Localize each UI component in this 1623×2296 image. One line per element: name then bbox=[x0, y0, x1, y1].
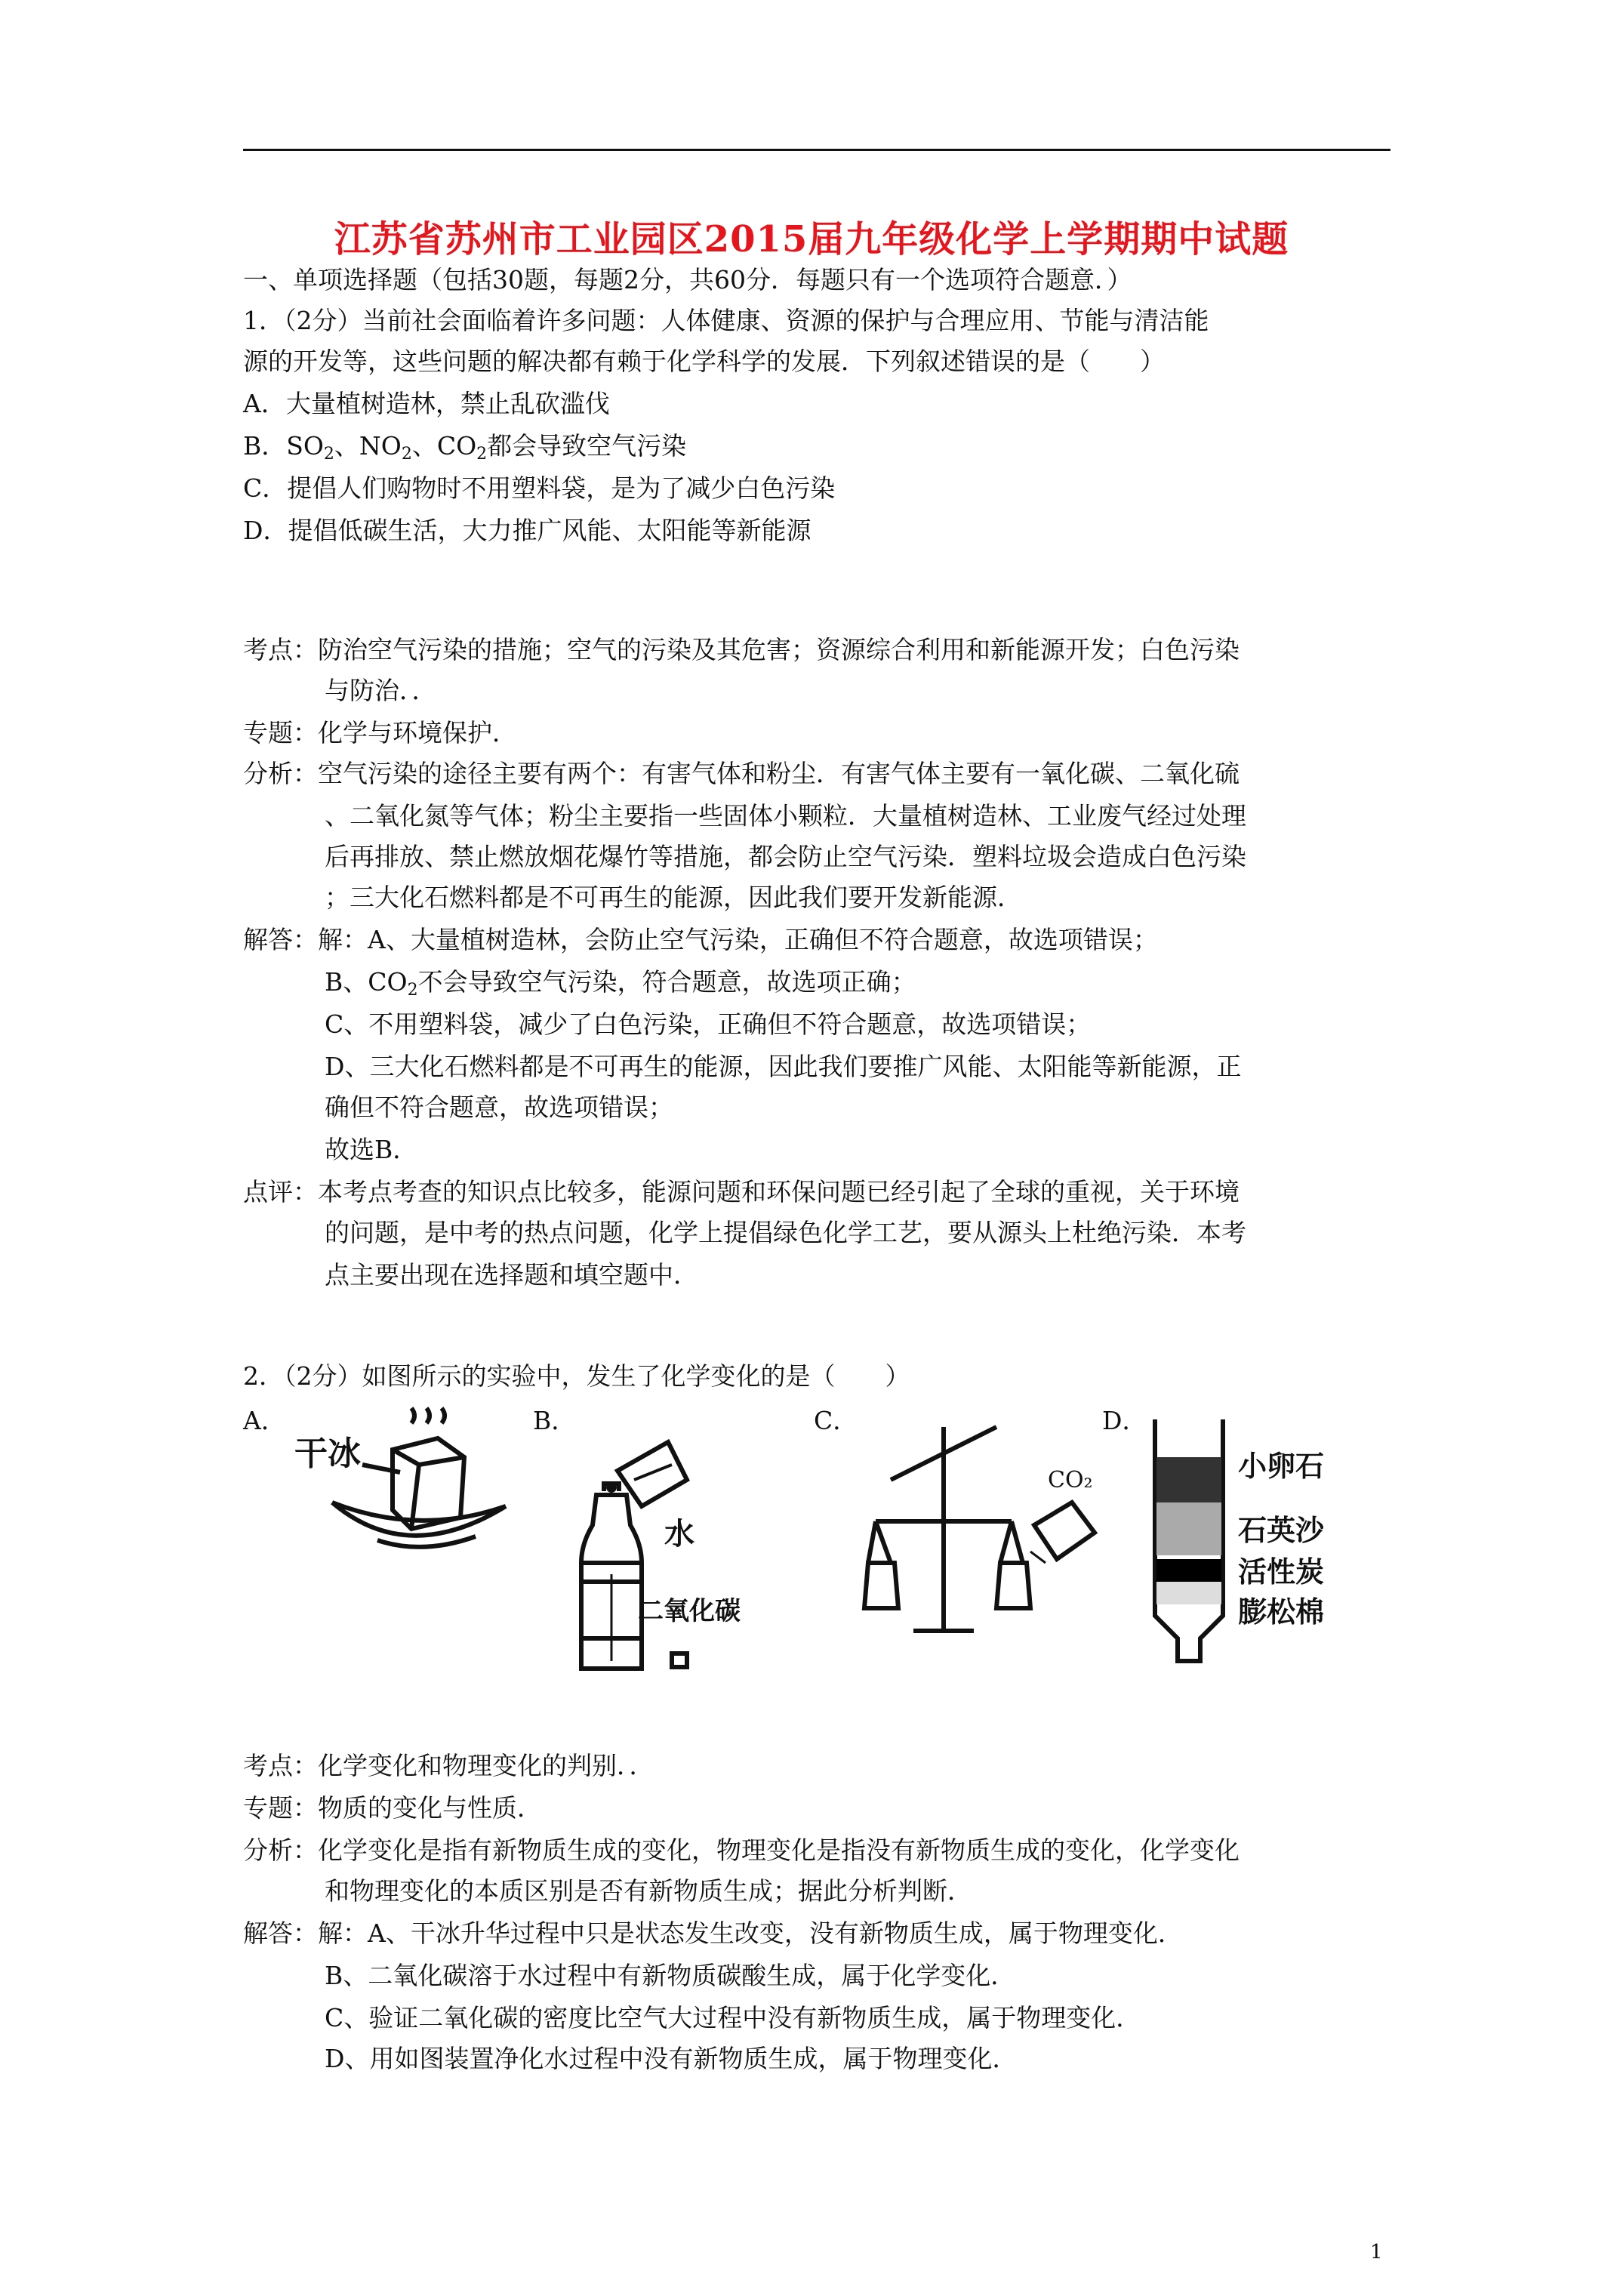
q2-zhuanti: 专题：物质的变化与性质． bbox=[243, 1793, 542, 1823]
q2-jieda-line4: D、用如图装置净化水过程中没有新物质生成，属于物理变化． bbox=[325, 2044, 1018, 2073]
q1-dianping-line3: 点主要出现在选择题和填空题中． bbox=[325, 1260, 698, 1290]
figure-d-cotton bbox=[1156, 1582, 1221, 1604]
q1-stem-line2: 源的开发等，这些问题的解决都有赖于化学科学的发展．下列叙述错误的是（ ） bbox=[243, 347, 1165, 376]
page-number: 1 bbox=[1370, 2241, 1383, 2264]
q2-jieda-line3: C、验证二氧化碳的密度比空气大过程中没有新物质生成，属于物理变化． bbox=[325, 2003, 1141, 2032]
figure-c-label: CO₂ bbox=[1048, 1467, 1093, 1493]
figure-d-label-2: 石英沙 bbox=[1238, 1514, 1325, 1547]
figure-d-label-3: 活性炭 bbox=[1238, 1555, 1325, 1589]
figure-d-pebbles bbox=[1156, 1457, 1221, 1502]
figure-b-co2-label: 二氧化碳 bbox=[638, 1596, 741, 1626]
q2-label-a: A． bbox=[243, 1406, 286, 1435]
header-rule bbox=[243, 149, 1390, 151]
q1-kaodian-line1: 考点：防治空气污染的措施；空气的污染及其危害；资源综合利用和新能源开发；白色污染 bbox=[243, 635, 1240, 664]
q1-option-a: A．大量植树造林，禁止乱砍滥伐 bbox=[243, 389, 610, 418]
q1-jieda-line2: B、$CO_2$不会导致空气污染，符合题意，故选项正确； bbox=[325, 967, 916, 1000]
q2-label-d: D． bbox=[1102, 1406, 1147, 1435]
q2-fenxi-line1: 分析：化学变化是指有新物质生成的变化，物理变化是指没有新物质生成的变化，化学变化 bbox=[243, 1835, 1240, 1865]
figure-a-dry-ice bbox=[287, 1404, 528, 1578]
figure-a-label: 干冰 bbox=[294, 1435, 361, 1473]
q1-fenxi-line4: ；三大化石燃料都是不可再生的能源，因此我们要开发新能源． bbox=[325, 883, 1022, 912]
figure-d-sand bbox=[1156, 1502, 1221, 1555]
q2-label-c: C． bbox=[814, 1406, 858, 1435]
figure-b-water-label: 水 bbox=[664, 1517, 694, 1552]
q1-kaodian-line2: 与防治．． bbox=[325, 676, 437, 705]
figure-d-purifier bbox=[1140, 1412, 1359, 1691]
q1-option-b: B．$SO_2$、$NO_2$、$CO_2$都会导致空气污染 bbox=[243, 431, 687, 464]
q1-option-d: D．提倡低碳生活，大力推广风能、太阳能等新能源 bbox=[243, 516, 812, 545]
q1-jieda-line4: D、三大化石燃料都是不可再生的能源，因此我们要推广风能、太阳能等新能源，正 bbox=[325, 1052, 1242, 1081]
q1-dianping-line2: 的问题，是中考的热点问题，化学上提倡绿色化学工艺，要从源头上杜绝污染．本考 bbox=[325, 1218, 1246, 1247]
q1-option-c: C．提倡人们购物时不用塑料袋，是为了减少白色污染 bbox=[243, 473, 836, 503]
q2-fenxi-line2: 和物理变化的本质区别是否有新物质生成；据此分析判断． bbox=[325, 1876, 972, 1906]
q1-jieda-line5: 确但不符合题意，故选项错误； bbox=[325, 1093, 673, 1122]
q2-stem: 2．（2分）如图所示的实验中，发生了化学变化的是（ ） bbox=[243, 1361, 910, 1391]
q1-stem-line1: 1．（2分）当前社会面临着许多问题：人体健康、资源的保护与合理应用、节能与清洁能 bbox=[243, 306, 1209, 335]
figure-d-label-4: 膨松棉 bbox=[1238, 1595, 1325, 1629]
q1-jieda-line6: 故选B． bbox=[325, 1135, 418, 1164]
q2-kaodian: 考点：化学变化和物理变化的判别．． bbox=[243, 1751, 654, 1780]
q1-fenxi-line2: 、二氧化氮等气体；粉尘主要指一些固体小颗粒．大量植树造林、工业废气经过处理 bbox=[325, 801, 1246, 831]
figure-c-balance bbox=[861, 1412, 1110, 1646]
q1-jieda-line1: 解答：解：A、大量植树造林，会防止空气污染，正确但不符合题意，故选项错误； bbox=[243, 925, 1158, 954]
page-title: 江苏省苏州市工业园区2015届九年级化学上学期期中试题 bbox=[334, 218, 1289, 260]
figure-d-carbon bbox=[1156, 1559, 1221, 1582]
q1-dianping-line1: 点评：本考点考查的知识点比较多，能源问题和环保问题已经引起了全球的重视，关于环境 bbox=[243, 1177, 1240, 1207]
figure-b-bottle bbox=[559, 1412, 755, 1691]
figure-b-cap bbox=[606, 1482, 617, 1493]
section-heading: 一、单项选择题（包括30题，每题2分，共60分．每题只有一个选项符合题意．） bbox=[243, 265, 1132, 294]
q1-fenxi-line3: 后再排放、禁止燃放烟花爆竹等措施，都会防止空气污染．塑料垃圾会造成白色污染 bbox=[325, 842, 1246, 871]
figure-d-label-1: 小卵石 bbox=[1238, 1450, 1325, 1483]
q2-label-b: B． bbox=[533, 1406, 577, 1435]
q2-jieda-line1: 解答：解：A、干冰升华过程中只是状态发生改变，没有新物质生成，属于物理变化． bbox=[243, 1918, 1183, 1948]
q1-fenxi-line1: 分析：空气污染的途径主要有两个：有害气体和粉尘．有害气体主要有一氧化碳、二氧化硫 bbox=[243, 759, 1240, 788]
q2-jieda-line2: B、二氧化碳溶于水过程中有新物质碳酸生成，属于化学变化． bbox=[325, 1961, 1016, 1990]
q1-zhuanti: 专题：化学与环境保护． bbox=[243, 718, 517, 747]
q1-jieda-line3: C、不用塑料袋，减少了白色污染，正确但不符合题意，故选项错误； bbox=[325, 1009, 1092, 1039]
